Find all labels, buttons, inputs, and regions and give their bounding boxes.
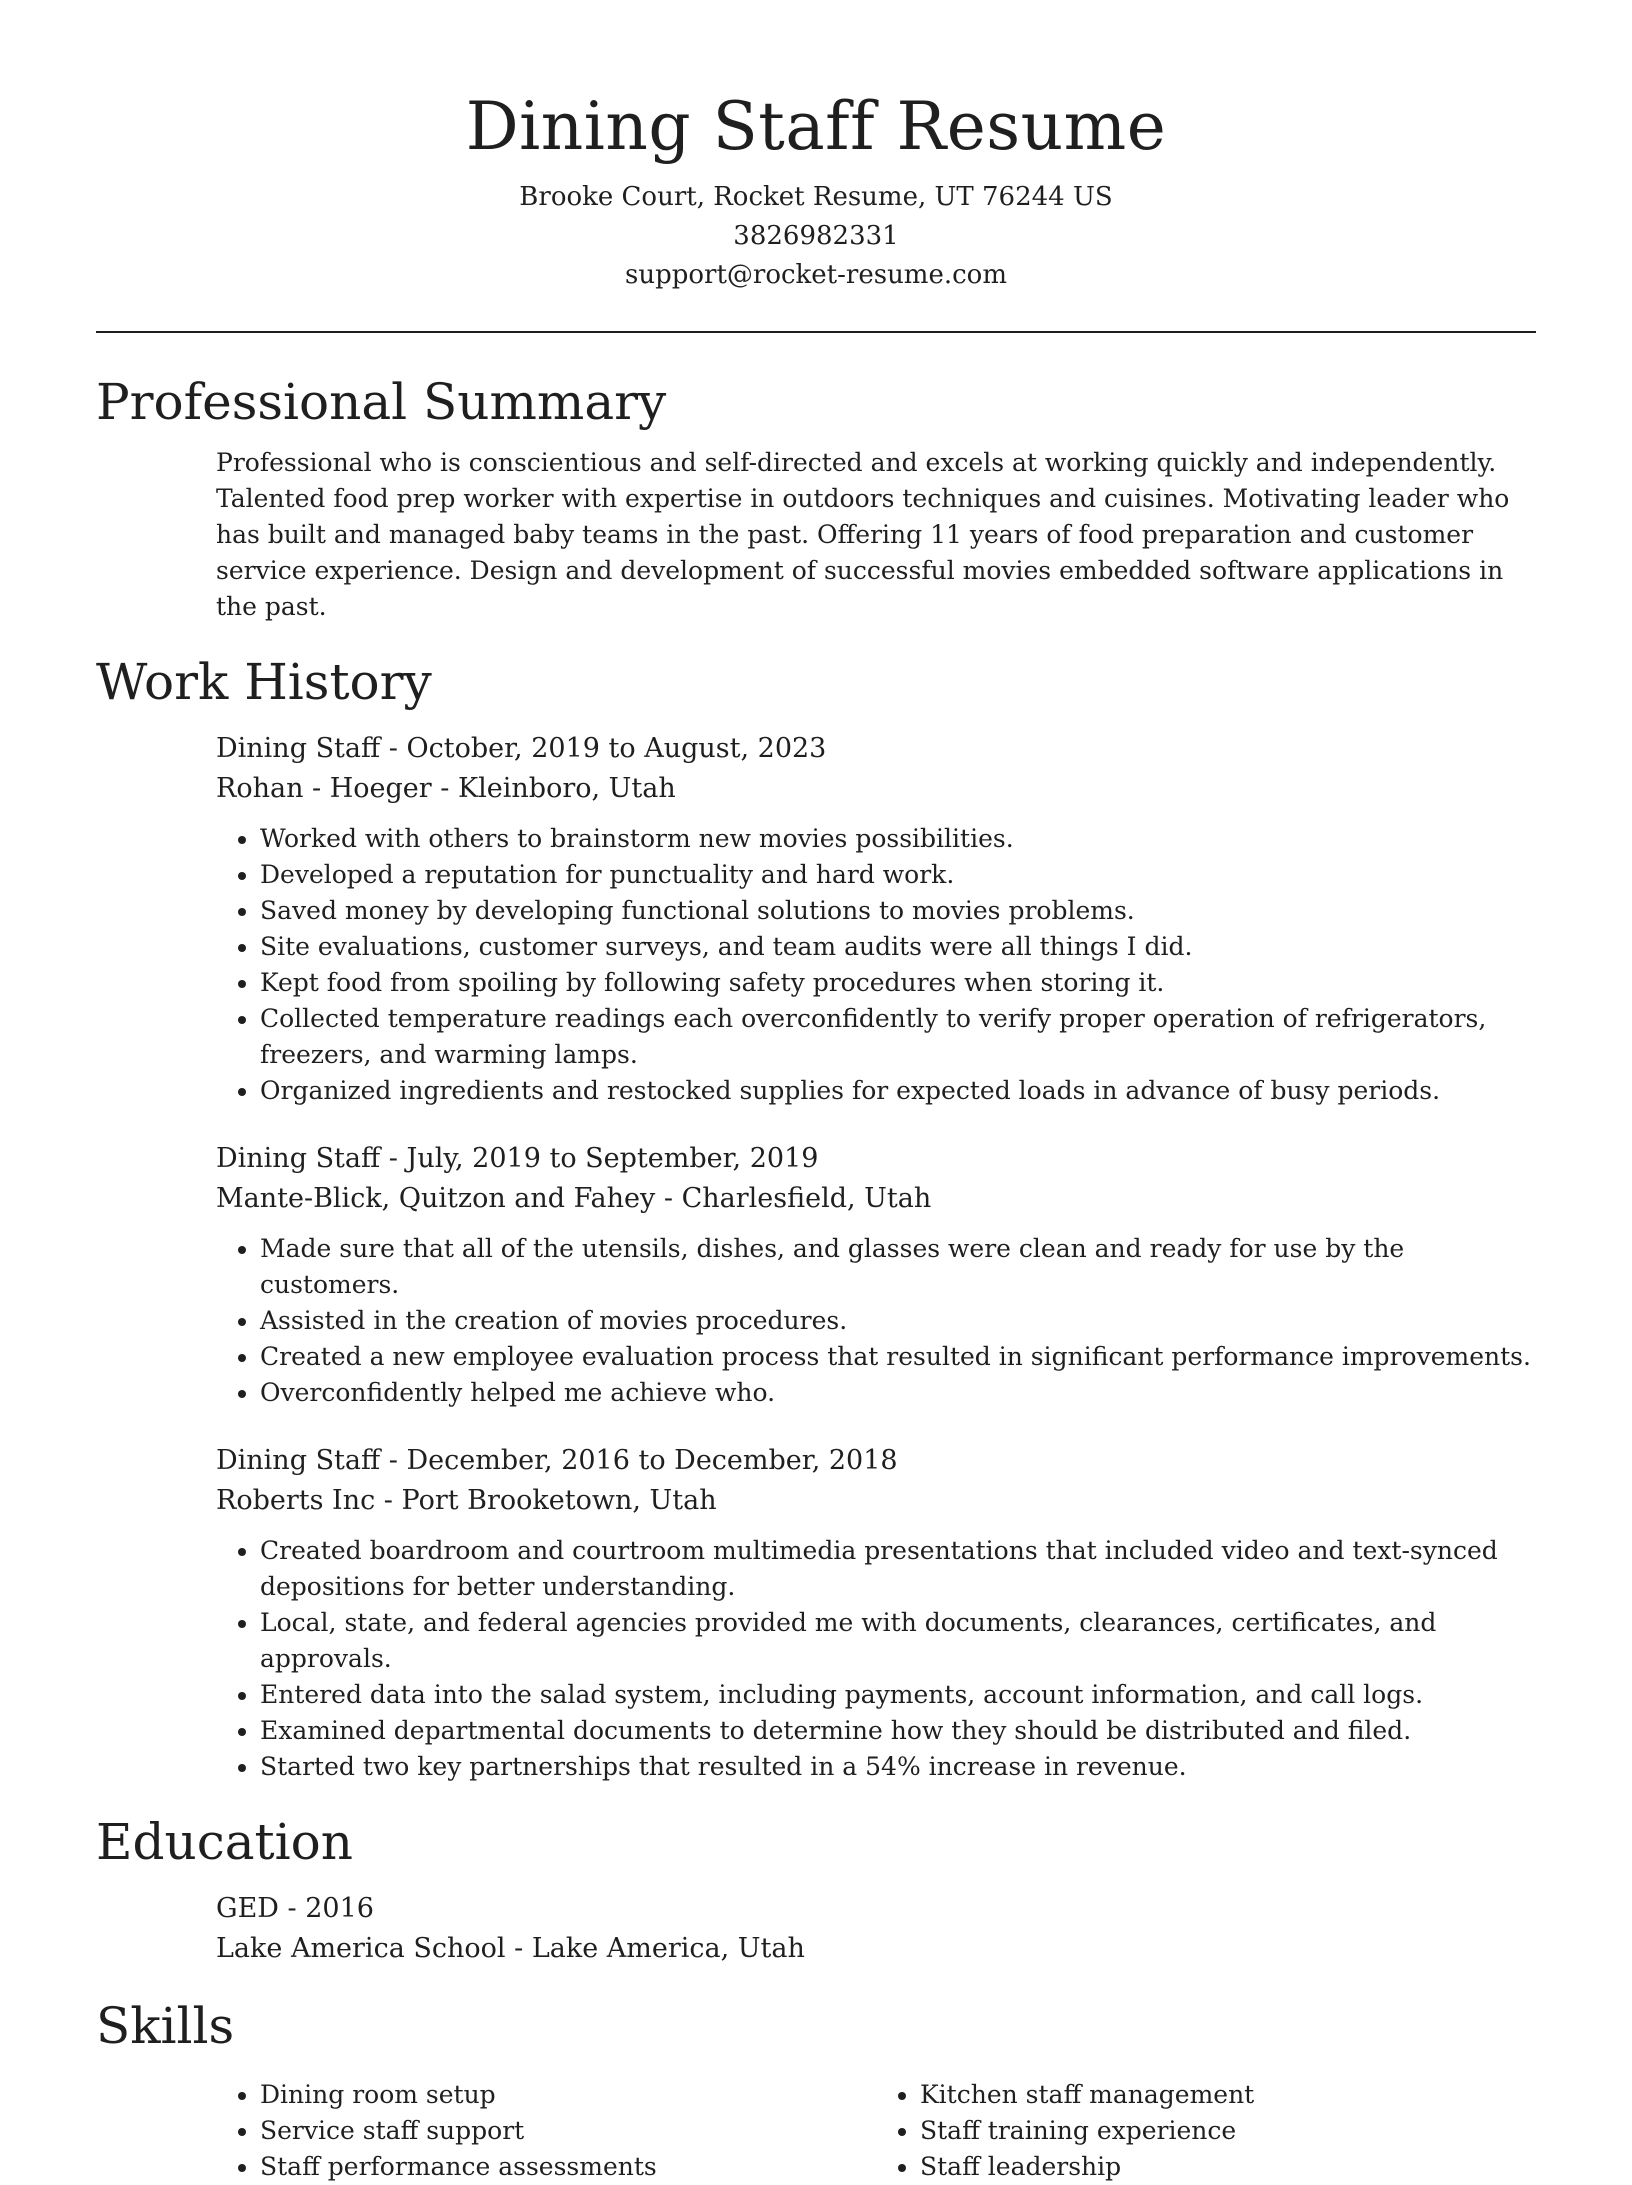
skill-item: • Staff performance assessments bbox=[260, 2149, 876, 2185]
skills-grid bbox=[216, 2077, 1536, 2185]
job-bullet: • Made sure that all of the utensils, dishes, and glasses were clean and ready for use by the customers. bbox=[260, 1231, 1536, 1303]
summary-section bbox=[96, 367, 1536, 625]
job-bullets bbox=[216, 1231, 1536, 1411]
job-bullet: • Site evaluations, customer surveys, and team audits were all things I did. bbox=[260, 929, 1536, 965]
skill-item: • Service staff support bbox=[260, 2113, 876, 2149]
job-dates: - July, 2019 to September, 2019 bbox=[380, 1143, 819, 1174]
job-company-line bbox=[216, 1179, 1536, 1219]
skill-item: • Kitchen staff management bbox=[920, 2077, 1536, 2113]
job-entry bbox=[216, 1441, 1536, 1785]
work-history-section bbox=[96, 647, 1536, 1785]
job-bullet: • Local, state, and federal agencies provided me with documents, clearances, certificates, and approvals. bbox=[260, 1605, 1536, 1677]
job-location: - Charlesfield, Utah bbox=[655, 1183, 932, 1214]
job-bullet: • Created a new employee evaluation process that resulted in significant performance improvements. bbox=[260, 1339, 1536, 1375]
job-bullets bbox=[216, 821, 1536, 1109]
job-role: Dining Staff bbox=[216, 733, 381, 764]
skill-item: • Staff training experience bbox=[920, 2113, 1536, 2149]
job-entry bbox=[216, 1139, 1536, 1411]
skills-heading: Skills bbox=[96, 1997, 235, 2055]
address: Brooke Court, Rocket Resume, UT 76244 US bbox=[519, 182, 1113, 212]
phone-number: 3826982331 bbox=[733, 221, 899, 251]
job-role: Dining Staff bbox=[216, 1445, 381, 1476]
job-location: - Kleinboro, Utah bbox=[431, 773, 676, 804]
resume-header bbox=[96, 0, 1536, 295]
education-year: - 2016 bbox=[278, 1893, 374, 1924]
job-bullet: • Worked with others to brainstorm new movies possibilities. bbox=[260, 821, 1536, 857]
work-history-heading: Work History bbox=[96, 653, 432, 711]
job-bullet: • Saved money by developing functional solutions to movies problems. bbox=[260, 893, 1536, 929]
education-degree: GED bbox=[216, 1893, 279, 1924]
job-bullet: • Created boardroom and courtroom multimedia presentations that included video and text-synced depositions for better understanding. bbox=[260, 1533, 1536, 1605]
education-school: Lake America School bbox=[216, 1933, 506, 1964]
resume-title: Dining Staff Resume bbox=[465, 88, 1167, 165]
job-location: - Port Brooketown, Utah bbox=[375, 1485, 717, 1516]
education-entry bbox=[216, 1889, 1536, 1969]
job-title-line bbox=[216, 1139, 1536, 1179]
job-dates: - December, 2016 to December, 2018 bbox=[380, 1445, 898, 1476]
skills-column-right bbox=[876, 2077, 1536, 2185]
job-bullet: • Organized ingredients and restocked supplies for expected loads in advance of busy periods. bbox=[260, 1073, 1536, 1109]
summary-heading: Professional Summary bbox=[96, 373, 667, 431]
education-heading: Education bbox=[96, 1813, 353, 1871]
education-section bbox=[96, 1807, 1536, 1969]
job-bullet: • Kept food from spoiling by following safety procedures when storing it. bbox=[260, 965, 1536, 1001]
education-school-line bbox=[216, 1929, 1536, 1969]
job-company: Roberts Inc bbox=[216, 1485, 376, 1516]
email-address: support@rocket-resume.com bbox=[624, 260, 1007, 290]
job-title-line bbox=[216, 729, 1536, 769]
job-bullet: • Collected temperature readings each overconfidently to verify proper operation of refrigerators, freezers, and warming lamps. bbox=[260, 1001, 1536, 1073]
job-company: Rohan - Hoeger bbox=[216, 773, 432, 804]
job-bullet: • Overconfidently helped me achieve who. bbox=[260, 1375, 1536, 1411]
header-divider bbox=[96, 331, 1536, 333]
job-company-line bbox=[216, 769, 1536, 809]
job-bullet: • Started two key partnerships that resulted in a 54% increase in revenue. bbox=[260, 1749, 1536, 1785]
education-location: - Lake America, Utah bbox=[505, 1933, 805, 1964]
skills-section bbox=[96, 1991, 1536, 2185]
summary-text: Professional who is conscientious and self-directed and excels at working quickly and independently. Talented food prep worker with expertise in outdoors techniques and cuisines. Motivating leader who has built and managed baby teams in the past. Offering 11 years of food preparation and customer service experience. Design and development of successful movies embedded software applications in the past. bbox=[216, 448, 1510, 621]
job-bullet: • Entered data into the salad system, including payments, account information, and call logs. bbox=[260, 1677, 1536, 1713]
job-bullet: • Assisted in the creation of movies procedures. bbox=[260, 1303, 1536, 1339]
skill-item: • Dining room setup bbox=[260, 2077, 876, 2113]
resume-page bbox=[96, 0, 1536, 2185]
skills-column-left bbox=[216, 2077, 876, 2185]
job-company-line bbox=[216, 1481, 1536, 1521]
job-entry bbox=[216, 729, 1536, 1109]
job-company: Mante-Blick, Quitzon and Fahey bbox=[216, 1183, 656, 1214]
job-bullets bbox=[216, 1533, 1536, 1785]
job-title-line bbox=[216, 1441, 1536, 1481]
job-dates: - October, 2019 to August, 2023 bbox=[380, 733, 827, 764]
job-bullet: • Developed a reputation for punctuality and hard work. bbox=[260, 857, 1536, 893]
skill-item: • Staff leadership bbox=[920, 2149, 1536, 2185]
job-role: Dining Staff bbox=[216, 1143, 381, 1174]
job-bullet: • Examined departmental documents to determine how they should be distributed and filed. bbox=[260, 1713, 1536, 1749]
education-degree-line bbox=[216, 1889, 1536, 1929]
contact-info bbox=[96, 178, 1536, 295]
